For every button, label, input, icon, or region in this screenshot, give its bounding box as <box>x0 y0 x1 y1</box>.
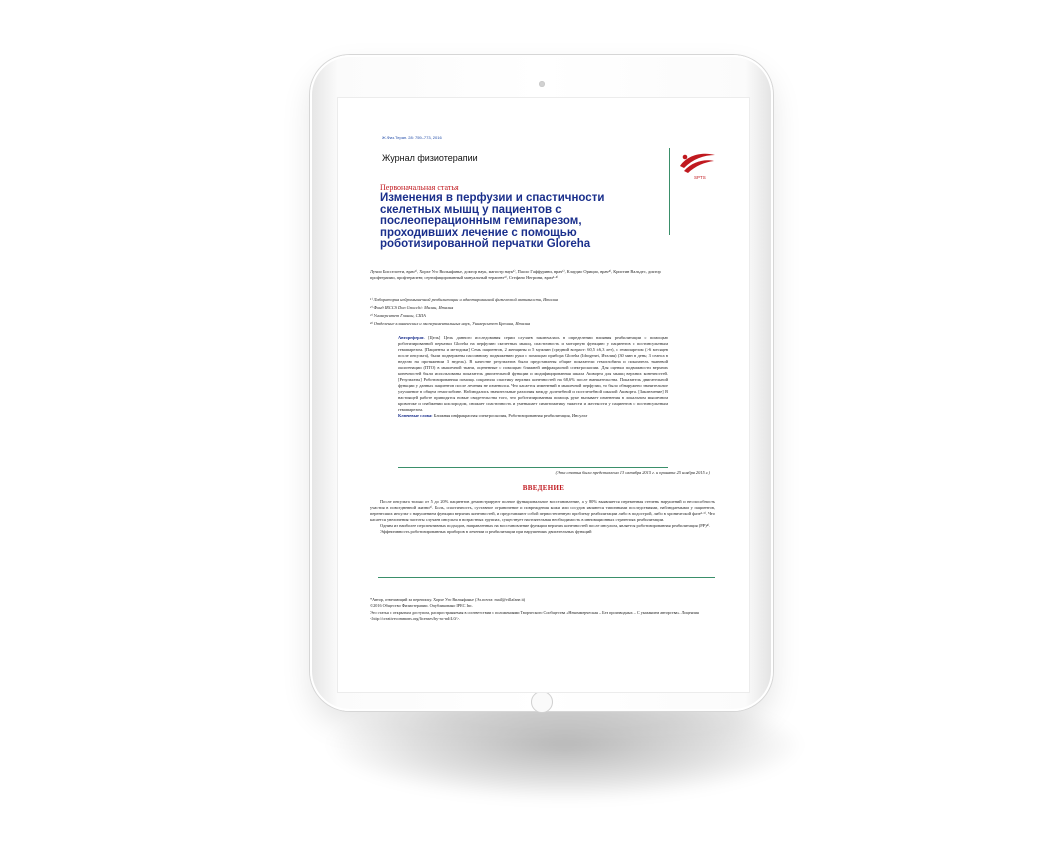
tablet-screen[interactable] <box>338 98 749 692</box>
keywords-text: Ближняя инфракрасная спектроскопия, Роботизированная реабилитация, Инсульт <box>433 413 588 418</box>
affiliation-2: ²⁾ Фонд IRCCS Don Gnocchi: Милан, Италия <box>370 305 454 310</box>
article-title: Изменения в перфузии и спастичности скелетных мышц у пациентов с послеоперационным гемипарезом, проходивших лечение с помощью роботизированной перчатки Gloreha <box>380 192 605 250</box>
abstract-block <box>398 335 668 419</box>
camera-icon <box>539 81 545 87</box>
corresponding-author-note: *Автор, отвечающий за переписку. Хорхе Уго Вильяфанье (Эл.почта: mail@villafane.it) <box>370 597 526 602</box>
spts-logo-icon <box>674 146 718 182</box>
abstract-label: Автореферат. <box>398 335 425 340</box>
logo-text: SPTS <box>694 175 706 180</box>
home-button[interactable] <box>531 691 553 713</box>
intro-paragraph: После инсульта только от 5 до 20% пациентов демонстрируют полное функциональное восстановление, а у 80% выявляется переменная степень нарушений и неспособность участия в повседневной жизни¹⁾. Боль, спастичность, суставное ограничение и повреждения кожи или сосудов являются типичными последствиями, наблюдаемыми у пациентов, перенесших инсульт с нарушением функции верхних конечностей, и представляют собой первостепенную проблему реабилитации либо в подострой, либо в хронической фазе²·³⁾. Что касается увеличения частоты случаев инсульта в возрастных группах, существует настоятельная необходимость в инновационных стратегиях реабилитации. <box>370 499 715 523</box>
header-divider <box>669 148 670 235</box>
keywords-label: Ключевые слова: <box>398 413 433 418</box>
affiliation-4: ⁴⁾ Отделение клинических и экспериментальных наук, Университет Брешиа, Италия <box>370 321 531 326</box>
submission-dates: (Эта статья была представлена 13 октября 2015 г. и принята 25 ноября 2015 г.) <box>555 470 710 475</box>
affiliation-3: ³⁾ Университет Гэннон, США <box>370 313 426 318</box>
intro-divider <box>378 577 715 578</box>
intro-paragraph: Эффективность роботизированных приборов в лечении и реабилитации при нарушениях двигательных функций <box>380 529 592 535</box>
intro-body <box>370 499 715 536</box>
keywords-divider <box>398 467 668 468</box>
intro-paragraph: Одним из наиболее перспективных подходов, направленных на восстановление функции верхних конечностей после инсульта, является роботизированная реабилитация (РР)⁴⁾. <box>380 523 711 529</box>
license-note: Это статья с открытым доступом, распространяемая в соответствии с положениями Творческого Сообщества «Некоммерческая – Без производных – С указанием авторства». Лицензия <http://creativecommons.org/licenses/by-nc-nd/4.0/>. <box>370 609 699 621</box>
intro-heading: ВВЕДЕНИЕ <box>522 484 565 492</box>
article-type: Первоначальная статья <box>380 183 459 192</box>
author-list: Лучио Бисселотти, врач¹⁾, Хорхе Уго Вильяфанье, доктор наук, магистр наук¹⁾, Паоло Гаффурини, врач¹⁾, Клаудио Орицио, врач⁴⁾, Кристин Вальдес, доктор профтерапии, профтерапевт, сертифицированный мануальный терапевт³⁾, Стефано Негрини, врач²·⁴⁾ <box>370 269 661 281</box>
affiliation-1: ¹⁾ Лаборатория нейромышечной реабилитации и адаптированной физической активности, Италия <box>370 297 558 302</box>
footnotes <box>370 597 715 622</box>
copyright-line: ©2016 Общество Физиотерапии. Опубликовано IPEC Inc. <box>370 603 473 609</box>
journal-citation: Ж.Физ.Терап. 28: 759–773, 2016 <box>382 135 442 140</box>
journal-name: Журнал физиотерапии <box>382 153 478 163</box>
abstract-text: [Цель] Цель данного исследования серии случаев заключалась в определении влияния реабилитации с помощью роботизированной перчатки Gloreha на перфузию скелетных мышц, спастичность и моторную функцию у пациентов с постинсультным гемипарезом. [Пациенты и методики] Семь пациентов, 2 женщины и 5 мужчин (средний возраст: 60,5 ±6,3 лет), с гемипарезом (>6 месяцев после инсульта), были подвержены пассивному подвижению руки с помощью прибора Gloreha (Idrogenet, Италия) (30 мин в день; 3 сеанса в неделю на протяжении 3 недель). В качестве результатов были представлены общие показатели гемоглобина и показатель тканевой оксигенации (ПТО) в мышечной ткани, оцененные с помощью ближней инфракрасной спектроскопии. Для оценки подвижности верхних конечностей были использованы показатель двигательной функции и модифицированная шкала Ашворта для мышц верхних конечностей. [Результаты] Роботизированная помощь сократила спастику верхних конечностей на 68,6% после вмешательства. Показатель двигательной функции у данных пациентов после лечения не изменился. Что касается изменений в мышечной перфузии, то было обнаружено значительное улучшение в общем гемоглобине. Наблюдались значительные различия между долечебной и постлечебной шкалой Ашворта. [Заключение] В настоящей работе приводятся новые свидетельства того, что роботизированная помощь руке вызывает изменения в локальном мышечном кровотоке и снабжении кислородом, снижает спастичность и уменьшает симптоматику тяжести и жесткости у пациентов с постинсультным гемипарезом. <box>398 335 668 412</box>
